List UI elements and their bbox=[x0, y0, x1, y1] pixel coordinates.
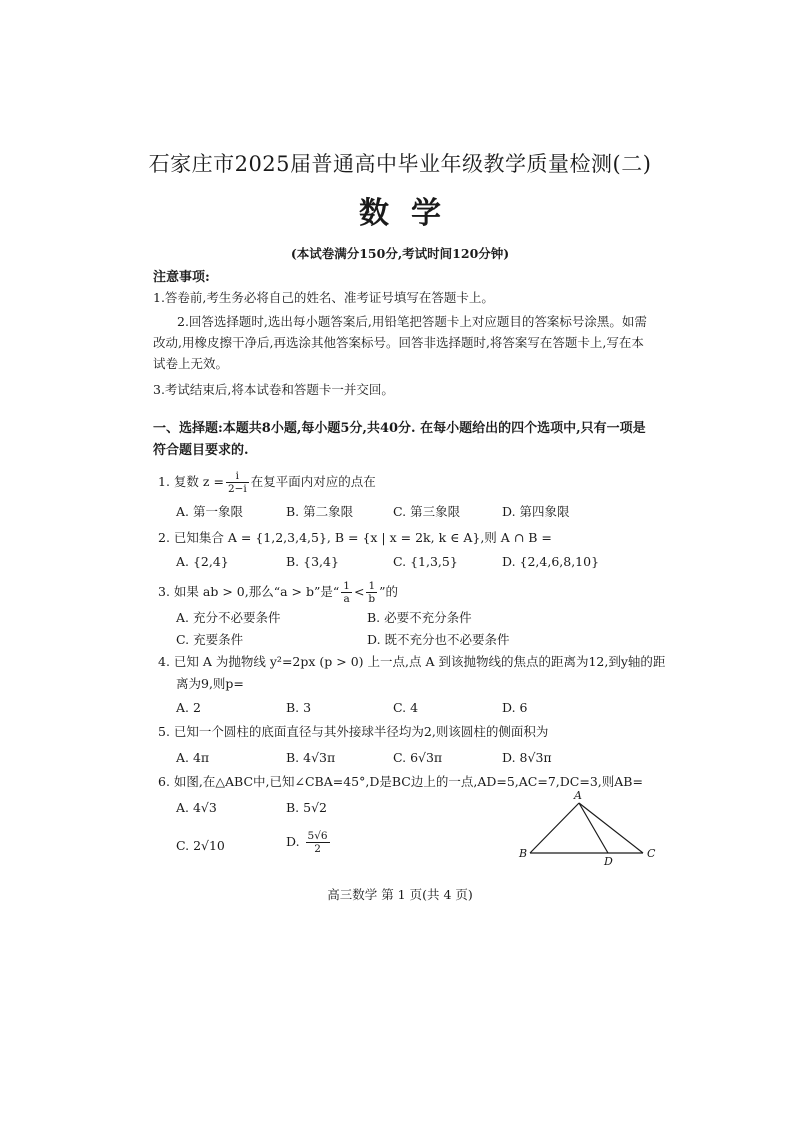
side-ab bbox=[530, 803, 579, 853]
exam-title: 石家庄市2025届普通高中毕业年级教学质量检测(二) bbox=[148, 152, 652, 176]
option-c: C. {1,3,5} bbox=[393, 554, 458, 569]
option-a: A. 4√3 bbox=[176, 800, 217, 815]
question-number: 3. bbox=[158, 584, 170, 599]
fraction bbox=[366, 580, 377, 605]
option-a: A. 第一象限 bbox=[176, 504, 243, 519]
option-d-label: D. bbox=[286, 834, 300, 849]
question-text: 在复平面内对应的点在 bbox=[250, 474, 376, 489]
option-b: B. 必要不充分条件 bbox=[367, 610, 472, 625]
option-b: B. 5√2 bbox=[286, 800, 328, 815]
notice-item-3: 3.考试结束后,将本试卷和答题卡一并交回。 bbox=[153, 382, 394, 397]
option-d bbox=[286, 830, 332, 855]
option-a: A. 2 bbox=[176, 700, 201, 715]
option-b: B. 第二象限 bbox=[286, 504, 354, 519]
option-c: C. 2√10 bbox=[176, 838, 225, 853]
question-number: 5. bbox=[158, 724, 170, 739]
option-b: B. 4√3π bbox=[286, 750, 336, 765]
question-text: 如图,在△ABC中,已知∠CBA=45°,D是BC边上的一点,AD=5,AC=7,DC=3,则AB= bbox=[173, 774, 643, 789]
question-3 bbox=[158, 580, 398, 605]
option-a: A. 4π bbox=[176, 750, 210, 765]
question-text: ”的 bbox=[379, 584, 399, 599]
question-text: 复数 z = bbox=[173, 474, 224, 489]
subject-title: 数学 bbox=[359, 196, 463, 231]
option-d: D. 既不充分也不必要条件 bbox=[367, 632, 510, 647]
fraction-numerator: 5√6 bbox=[307, 830, 328, 842]
vertex-label-b: B bbox=[519, 847, 528, 860]
question-text: 已知集合 A = {1,2,3,4,5}, B = {x | x = 2k, k ∈ A},则 A ∩ B = bbox=[173, 530, 552, 545]
option-b: B. {3,4} bbox=[286, 554, 339, 569]
notice-heading: 注意事项: bbox=[153, 270, 210, 285]
fraction-numerator: 1 bbox=[366, 580, 377, 593]
option-c: C. 第三象限 bbox=[393, 504, 461, 519]
less-than-sign: < bbox=[353, 584, 365, 599]
notice-item-2: 2.回答选择题时,选出每小题答案后,用铅笔把答题卡上对应题目的答案标号涂黑。如需改动,用橡皮擦干净后,再选涂其他答案标号。回答非选择题时,将答案写在答题卡上,写在本试卷上无效。 bbox=[153, 314, 647, 371]
option-c: C. 6√3π bbox=[393, 750, 443, 765]
segment-ad bbox=[579, 803, 608, 853]
notice-item-1: 1.答卷前,考生务必将自己的姓名、准考证号填写在答题卡上。 bbox=[153, 290, 494, 305]
option-d: D. 6 bbox=[502, 700, 528, 715]
option-d: D. 8√3π bbox=[502, 750, 552, 765]
side-ac bbox=[579, 803, 643, 853]
question-number: 6. bbox=[158, 774, 170, 789]
question-4-continued: 离为9,则p= bbox=[176, 676, 244, 691]
option-d: D. {2,4,6,8,10} bbox=[502, 554, 600, 569]
fraction-denominator: a bbox=[343, 593, 350, 605]
vertex-label-d: D bbox=[604, 855, 613, 867]
fraction bbox=[306, 830, 330, 855]
question-text: 如果 ab > 0,那么“a > b”是“ bbox=[173, 584, 340, 599]
page-footer: 高三数学 第 1 页(共 4 页) bbox=[327, 887, 473, 902]
option-a: A. {2,4} bbox=[176, 554, 229, 569]
question-2 bbox=[158, 528, 552, 548]
fraction-denominator: b bbox=[368, 593, 376, 605]
fraction-numerator: 1 bbox=[343, 580, 350, 592]
question-number: 2. bbox=[158, 530, 170, 545]
vertex-label-a: A bbox=[574, 789, 582, 802]
section-heading: 一、选择题:本题共8小题,每小题5分,共40分. 在每小题给出的四个选项中,只有一项是符合题目要求的. bbox=[153, 421, 646, 458]
vertex-label-c: C bbox=[647, 847, 656, 860]
question-number: 1. bbox=[158, 474, 170, 489]
question-1 bbox=[158, 470, 376, 495]
option-c: C. 充要条件 bbox=[176, 632, 244, 647]
exam-info: (本试卷满分150分,考试时间120分钟) bbox=[290, 246, 510, 261]
fraction-denominator: 2−i bbox=[227, 483, 247, 495]
option-a: A. 充分不必要条件 bbox=[176, 610, 281, 625]
option-c: C. 4 bbox=[393, 700, 419, 715]
question-5 bbox=[158, 722, 548, 742]
question-number: 4. bbox=[158, 654, 170, 669]
option-d: D. 第四象限 bbox=[502, 504, 570, 519]
fraction bbox=[341, 580, 352, 605]
question-text: 已知一个圆柱的底面直径与其外接球半径均为2,则该圆柱的侧面积为 bbox=[173, 724, 549, 739]
triangle-figure bbox=[510, 785, 665, 867]
question-text: 已知 A 为抛物线 y²=2px (p > 0) 上一点,点 A 到该抛物线的焦点的距离为12,到y轴的距 bbox=[173, 654, 666, 669]
fraction bbox=[226, 470, 249, 495]
question-4 bbox=[158, 652, 665, 672]
option-b: B. 3 bbox=[286, 700, 312, 715]
fraction-numerator: i bbox=[226, 470, 249, 483]
fraction-denominator: 2 bbox=[314, 843, 321, 855]
